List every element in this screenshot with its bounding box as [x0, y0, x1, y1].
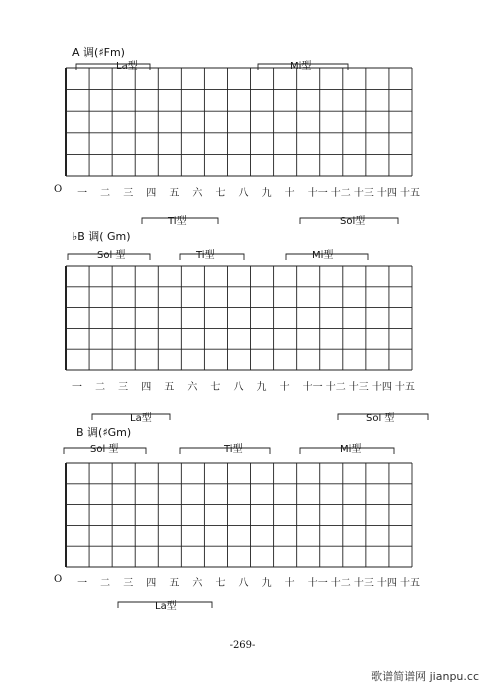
fret-number-label: 十五 — [400, 578, 420, 589]
fret-number-label: 五 — [169, 188, 180, 199]
shape-label-sol-4: Sol 型 — [90, 444, 119, 455]
shape-label-mi-3: Mi型 — [340, 444, 362, 455]
key-title-a: A 调(♯Fm) — [72, 46, 125, 59]
shape-bracket — [76, 64, 150, 70]
shape-label-la-2: La型 — [130, 413, 152, 424]
page-number: -269- — [229, 640, 256, 651]
fret-number-label: 六 — [192, 578, 203, 589]
fret-number-label: 八 — [233, 382, 244, 393]
fret-number-label: 十四 — [371, 382, 392, 393]
fret-number-label: 十五 — [400, 188, 420, 199]
shape-label-sol-2: Sol 型 — [97, 250, 126, 261]
shape-bracket — [300, 448, 394, 454]
fret-number-label: 四 — [141, 382, 152, 393]
fret-number-label: 十三 — [353, 188, 374, 199]
fret-number-label: 四 — [146, 188, 157, 199]
shape-label-ti-3: Ti型 — [224, 444, 243, 455]
fret-number-label: 二 — [100, 578, 111, 589]
shape-bracket — [64, 448, 146, 454]
fret-number-label: O — [54, 184, 63, 195]
fret-number-label: 十四 — [376, 578, 397, 589]
fret-number-label: 五 — [164, 382, 175, 393]
fret-number-label: 十二 — [325, 382, 346, 393]
fretboard-3 — [66, 463, 412, 567]
fret-number-label: 十一 — [307, 578, 328, 589]
fret-number-label: 九 — [256, 382, 267, 393]
shape-label-ti: Ti型 — [168, 216, 187, 227]
fret-number-label: 十三 — [348, 382, 369, 393]
fret-number-label: 十 — [279, 382, 290, 393]
fret-number-label: 十一 — [302, 382, 323, 393]
shape-bracket — [68, 254, 150, 260]
shape-label-ti-2: Ti型 — [196, 250, 215, 261]
fret-number-label: 七 — [215, 578, 226, 589]
fret-number-label: 十二 — [330, 188, 351, 199]
fretboard-1 — [66, 68, 412, 176]
shape-bracket — [180, 448, 270, 454]
fret-number-label: 二 — [95, 382, 106, 393]
shape-bracket — [118, 602, 212, 608]
fret-number-label: 五 — [169, 578, 180, 589]
shape-bracket — [286, 254, 368, 260]
shape-label-mi: Mi型 — [290, 61, 312, 72]
shape-bracket — [258, 64, 348, 70]
fret-number-label: 一 — [72, 382, 82, 393]
fret-number-label: 七 — [210, 382, 221, 393]
fret-number-label: 十三 — [353, 578, 374, 589]
fret-number-label: 十一 — [307, 188, 328, 199]
fret-number-label: 六 — [187, 382, 198, 393]
shape-bracket — [142, 218, 218, 224]
fretboard-2 — [66, 266, 412, 370]
fret-number-label: 八 — [238, 578, 249, 589]
shape-label-la-3: La型 — [155, 601, 177, 612]
shape-bracket — [300, 218, 398, 224]
shape-label-sol: Sol型 — [340, 216, 366, 227]
key-title-b: B 调(♯Gm) — [76, 426, 132, 439]
shape-label-la: La型 — [116, 61, 138, 72]
fret-number-label: 十五 — [394, 382, 415, 393]
shape-bracket — [92, 414, 170, 420]
fret-number-label: 八 — [238, 188, 249, 199]
fret-number-label: 四 — [146, 578, 157, 589]
fret-number-label: 十二 — [330, 578, 351, 589]
fret-number-label: 九 — [261, 188, 272, 199]
shape-label-mi-2: Mi型 — [312, 250, 334, 261]
fret-number-label: 七 — [215, 188, 226, 199]
key-title-bb: ♭B 调( Gm) — [72, 230, 131, 243]
fret-number-label: 十四 — [376, 188, 397, 199]
watermark: 歌谱简谱网 jianpu.cc — [371, 670, 479, 683]
fret-number-label: 十 — [284, 188, 295, 199]
fret-number-label: 十 — [284, 578, 295, 589]
fret-number-label: 一 — [77, 188, 88, 199]
shape-bracket — [180, 254, 244, 260]
fret-number-label: 三 — [118, 382, 129, 393]
fret-number-label: O — [54, 574, 63, 585]
fret-number-label: 一 — [77, 578, 88, 589]
shape-bracket — [338, 414, 428, 420]
fret-number-label: 三 — [123, 578, 134, 589]
fret-number-label: 六 — [192, 188, 203, 199]
fret-number-label: 二 — [100, 188, 111, 199]
fret-number-label: 九 — [261, 578, 272, 589]
fret-number-label: 三 — [123, 188, 134, 199]
shape-label-sol-3: Sol 型 — [366, 413, 395, 424]
